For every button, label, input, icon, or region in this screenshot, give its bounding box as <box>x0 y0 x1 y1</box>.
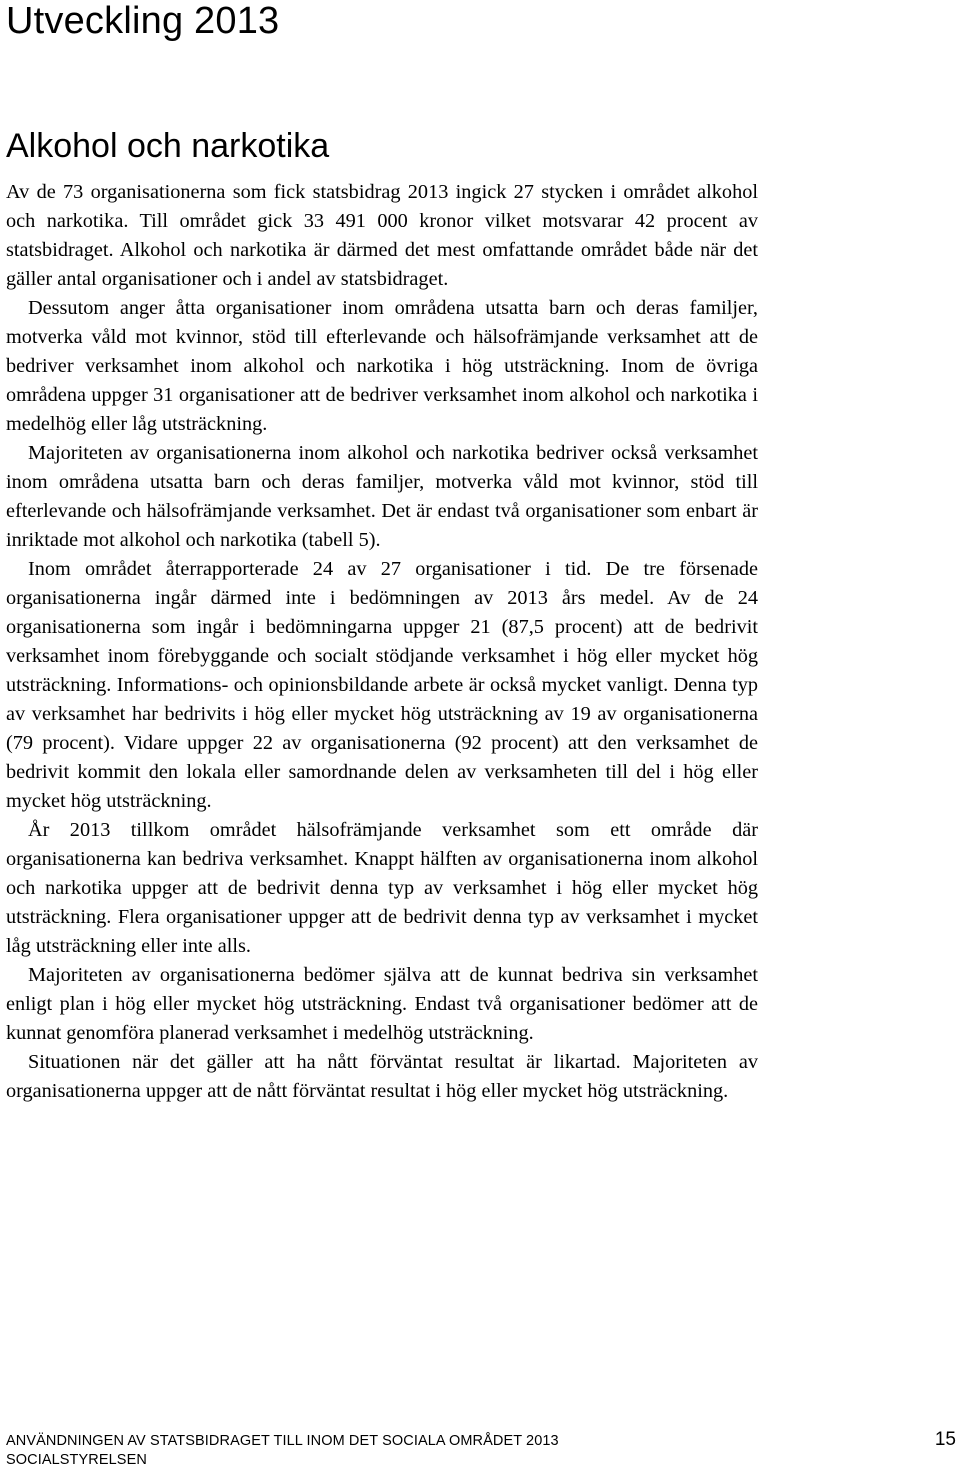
page-title: Utveckling 2013 <box>6 0 280 42</box>
paragraph-other-areas: Dessutom anger åtta organisationer inom områdena utsatta barn och deras familjer, motverka våld mot kvinnor, stöd till efterlevande och hälsofrämjande verksamhet att de bedriver verksamhet inom alkohol och narkotika i hög utsträckning. Inom de övriga områdena uppger 31 organisationer att de bedriver verksamhet inom alkohol och narkotika i medelhög eller låg utsträckning. <box>6 297 758 435</box>
paragraph-reporting: Inom området återrapporterade 24 av 27 organisationer i tid. De tre försenade organisationerna ingår därmed inte i bedömningen av 2013 års medel. Av de 24 organisationerna som ingår i bedömningarna uppger 21 (87,5 procent) att de bedrivit verksamhet inom förebyggande och socialt stödjande verksamhet i hög eller mycket hög utsträckning. Informations- och opinionsbildande arbete är också mycket vanligt. Denna typ av verksamhet har bedrivits i hög eller mycket hög utsträckning av 19 av organisationerna (79 procent). Vidare uppger 22 av organisationerna (92 procent) att den verksamhet de bedrivit kommit den lokala eller samordnande delen av verksamheten till del i hög eller mycket hög utsträckning. <box>6 558 758 812</box>
body-text <box>6 178 758 1106</box>
paragraph-health-promotion: År 2013 tillkom området hälsofrämjande verksamhet som ett område där organisationerna kan bedriva verksamhet. Knappt hälften av organisationerna inom alkohol och narkotika uppger att de bedrivit denna typ av verksamhet i hög eller mycket hög utsträckning. Flera organisationer uppger att de bedrivit denna typ av verksamhet i mycket låg utsträckning eller inte alls. <box>6 819 758 957</box>
paragraph-intro: Av de 73 organisationerna som fick statsbidrag 2013 ingick 27 stycken i området alkohol och narkotika. Till området gick 33 491 000 kronor vilket motsvarar 42 procent av statsbidraget. Alkohol och narkotika är därmed det mest omfattande området både när det gäller antal organisationer och i andel av statsbidraget. <box>6 181 758 290</box>
paragraph-self-assessment: Majoriteten av organisationerna bedömer själva att de kunnat bedriva sin verksamhet enligt plan i hög eller mycket hög utsträckning. Endast två organisationer bedömer att de kunnat genomföra planerad verksamhet i medelhög utsträckning. <box>6 964 758 1044</box>
paragraph-expected-results: Situationen när det gäller att ha nått förväntat resultat är likartad. Majoriteten av organisationerna uppger att de nått förväntat resultat i hög eller mycket hög utsträckning. <box>6 1051 758 1102</box>
section-title: Alkohol och narkotika <box>6 127 330 165</box>
paragraph-majority-areas: Majoriteten av organisationerna inom alkohol och narkotika bedriver också verksamhet inom områdena utsatta barn och deras familjer, motverka våld mot kvinnor, stöd till efterlevande och hälsofrämjande verksamhet. Det är endast två organisationer som enbart är inriktade mot alkohol och narkotika (tabell 5). <box>6 442 758 551</box>
page-footer <box>6 1432 960 1470</box>
footer-publisher: SOCIALSTYRELSEN <box>6 1452 147 1468</box>
page-number: 15 <box>934 1429 956 1450</box>
footer-document-title: ANVÄNDNINGEN AV STATSBIDRAGET TILL INOM DET SOCIALA OMRÅDET 2013 <box>6 1433 559 1449</box>
